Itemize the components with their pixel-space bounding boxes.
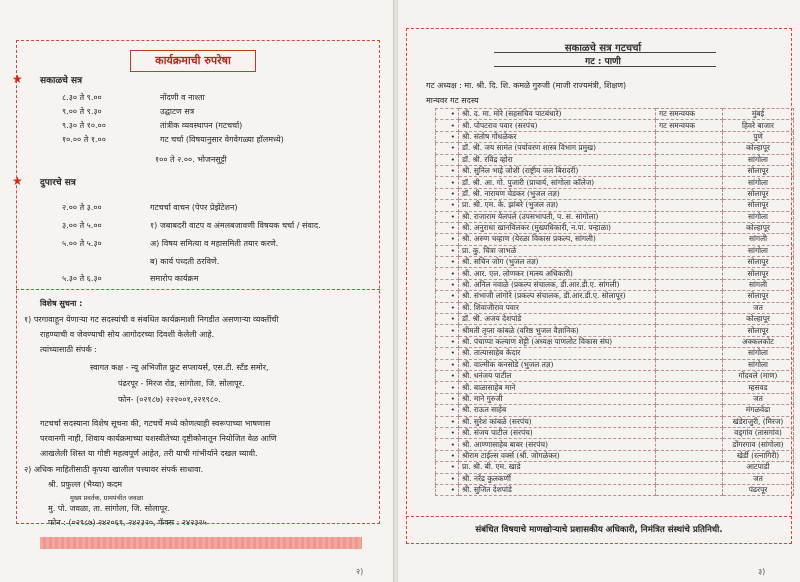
member-name: श्री. बाळासाहेब माने	[459, 382, 656, 393]
schedule-item: तांत्रीक व्यवस्थापन (गटचर्चा)	[160, 121, 243, 130]
member-place: गोंदवले (माण)	[723, 370, 794, 381]
member-role	[656, 291, 723, 302]
member-place: सोलापूर	[723, 188, 794, 199]
table-row	[436, 268, 794, 279]
contact-phone: फोन : (०२९८७) २४२०६१, २४२३२०, फॅक्स : २४२३२५	[48, 518, 207, 527]
bullet-icon: •	[436, 484, 459, 495]
member-name: श्री. माने गुरुजी	[459, 393, 656, 404]
member-place: सोलापूर	[723, 257, 794, 268]
notice-line: राहण्याची व जेवण्याची सोय आगोदरच्या दिवशी केलेली आहे.	[40, 330, 215, 339]
member-name: डॉ. श्री. आ. गो. पुजारी (प्राचार्य, सांगोला कॉलेज)	[459, 177, 656, 188]
member-role	[656, 314, 723, 325]
bullet-icon: •	[436, 200, 459, 211]
member-place: पुणे	[723, 131, 794, 142]
notice-line: १) परगावाहून येणाऱ्या गट सदस्यांची व संबधित कार्यक्रमाशी निगडीत असणाऱ्या व्यक्तींची	[24, 315, 279, 324]
member-name: श्री. राजाराम येलपले (उपसभापती, प. स. सांगोला)	[459, 211, 656, 222]
member-role	[656, 257, 723, 268]
table-row	[436, 222, 794, 233]
member-role	[656, 234, 723, 245]
member-name: श्री. सुजित देशपांडे	[459, 484, 656, 495]
member-role	[656, 302, 723, 313]
member-role	[656, 439, 723, 450]
member-role	[656, 462, 723, 473]
table-row	[436, 382, 794, 393]
member-place: हिवरे बाजार	[723, 120, 794, 131]
morning-session-title: सकाळचे सत्र	[40, 76, 83, 86]
table-row	[436, 416, 794, 427]
notice-title: विशेष सुचना :	[40, 299, 83, 308]
member-name: श्री. राऊत साहेब	[459, 405, 656, 416]
bullet-icon: •	[436, 439, 459, 450]
member-name: श्री. सचिन जोग (भुजल तज्ञ)	[459, 257, 656, 268]
lunch-break: १०० ते २.००. भोजनसुट्टी	[155, 155, 227, 164]
bullet-icon: •	[436, 462, 459, 473]
member-name: श्री. अरुण चव्हाण (येरळा विकास प्रकल्प, सांगली)	[459, 234, 656, 245]
member-place: सोलापूर	[723, 325, 794, 336]
member-name: प्रा. श्री. बी. एम. खाडे	[459, 462, 656, 473]
member-place: अक्कलकोट	[723, 336, 794, 347]
member-name: श्री. संजय पाटील (सरपंच)	[459, 427, 656, 438]
bullet-icon: •	[436, 473, 459, 484]
table-row	[436, 484, 794, 495]
member-name: डॉ. श्री. नारायण चेडकर (भुजल तज्ञ)	[459, 188, 656, 199]
member-role	[656, 427, 723, 438]
bullet-icon: •	[436, 302, 459, 313]
member-name: श्री. आर. एल. लोणकर (मत्स्य अधिकारी)	[459, 268, 656, 279]
member-place: सांगोला	[723, 359, 794, 370]
member-place: सोलापूर	[723, 268, 794, 279]
member-role	[656, 484, 723, 495]
member-role	[656, 336, 723, 347]
table-row	[436, 200, 794, 211]
table-row	[436, 165, 794, 176]
member-name: श्री. तात्यासाहेब केदार	[459, 348, 656, 359]
bullet-icon: •	[436, 370, 459, 381]
member-role	[656, 200, 723, 211]
bullet-icon: •	[436, 450, 459, 461]
member-role	[656, 405, 723, 416]
members-heading: मान्यवर गट सदस्य	[426, 96, 479, 105]
bullet-icon: •	[436, 348, 459, 359]
table-row	[436, 257, 794, 268]
table-row	[436, 131, 794, 142]
schedule-item: ब) कार्य पध्दती ठरविणे.	[150, 257, 220, 266]
member-role	[656, 245, 723, 256]
member-place: म्हसवड	[723, 382, 794, 393]
table-row	[436, 462, 794, 473]
bullet-icon: •	[436, 177, 459, 188]
member-role	[656, 279, 723, 290]
bullet-icon: •	[436, 120, 459, 131]
footer-note: संबंधित विषयाचे माणखोऱ्याचे प्रशासकीय अधिकारी, निमंत्रित संस्थांचे प्रतिनिधी.	[406, 516, 792, 545]
notice-line: गटचर्चा सदस्याना विशेष सूचना की, गटचर्चे मध्ये कोणत्याही स्वरूपाच्या भाषणास	[40, 419, 271, 428]
member-name: श्री. नरेंद्र कुलकर्णी	[459, 473, 656, 484]
table-row	[436, 188, 794, 199]
schedule-title: कार्यक्रमाची रुपरेषा	[130, 50, 256, 72]
contact-name: श्री. प्रफुल्ल (भैय्या) कदम	[48, 480, 123, 489]
member-name: श्री. पंचाप्पा कल्याण शेट्टी (अध्यक्ष पाणलोट विकास संघ)	[459, 336, 656, 347]
table-row	[436, 279, 794, 290]
member-name: श्री. संतोष गोंधळेकर	[459, 131, 656, 142]
member-place: डोंगरगाव (सांगोला)	[723, 439, 794, 450]
member-place: वड्गांव (तासगांव)	[723, 427, 794, 438]
member-role	[656, 268, 723, 279]
member-role	[656, 131, 723, 142]
bullet-icon: •	[436, 109, 459, 120]
bullet-icon: •	[436, 427, 459, 438]
notice-line: परवानगी नाही, शिवाय कार्यक्रमाच्या यशस्वीतेच्या दृष्टीकोनातून नियोजित वेळ आणि	[40, 434, 277, 443]
member-place: कोल्हापूर	[723, 143, 794, 154]
table-row	[436, 370, 794, 381]
member-name: श्री. सुनिल भाई जोशी (राष्ट्रीय जल बिरादरी)	[459, 165, 656, 176]
member-name: प्रा. कु. चित्रा जाभळे	[459, 245, 656, 256]
member-name: श्री. वाल्मीक कनसोडे (भुजल तज्ञ)	[459, 359, 656, 370]
schedule-item: १) जबाबदरी वाटप व अंमलबजावणी विषयक चर्चा / संवाद.	[150, 221, 321, 230]
bullet-icon: •	[436, 234, 459, 245]
schedule-item: अ) विषय समित्या व महासमिती तयार करणे.	[150, 239, 279, 248]
member-place: सोलापूर	[723, 200, 794, 211]
table-row	[436, 405, 794, 416]
member-name: डॉ. श्री. जय सामंत (पर्यावरण शास्त्र विभाग प्रमुख)	[459, 143, 656, 154]
member-role	[656, 450, 723, 461]
bullet-icon: •	[436, 393, 459, 404]
schedule-time: ५.०० ते ५.३०	[62, 239, 102, 248]
schedule-time: २.०० ते ३.००	[62, 203, 102, 212]
table-row	[436, 109, 794, 120]
schedule-time: १०.०० ते १.००	[62, 135, 106, 144]
schedule-time: ५.३० ते ६.३०	[62, 274, 102, 283]
table-row	[436, 348, 794, 359]
member-role	[656, 393, 723, 404]
member-place: पंढरपूर	[723, 484, 794, 495]
notice-line: त्यांच्यासाठी संपर्क :	[40, 345, 97, 354]
member-role	[656, 359, 723, 370]
table-row	[436, 359, 794, 370]
member-name: श्री. शिवाजीराव पवार	[459, 302, 656, 313]
session-title: सकाळचे सत्र गटचर्चा	[564, 43, 642, 54]
bullet-icon: •	[436, 279, 459, 290]
bullet-icon: •	[436, 359, 459, 370]
schedule-time: ९.०० ते ९.३०	[62, 107, 102, 116]
member-name: श्री. आण्णासाहेब बाबर (सरपंच)	[459, 439, 656, 450]
bullet-icon: •	[436, 291, 459, 302]
member-place: आटपाडी	[723, 462, 794, 473]
schedule-item: गटचर्चा वाचन (पेपर प्रेझेंटेशन)	[150, 203, 238, 212]
table-row	[436, 427, 794, 438]
schedule-item: नोंदणी व नाश्ता	[160, 93, 205, 102]
bullet-icon: •	[436, 382, 459, 393]
bullet-icon: •	[436, 131, 459, 142]
table-row	[436, 120, 794, 131]
member-place: कोल्हापूर	[723, 314, 794, 325]
bullet-icon: •	[436, 416, 459, 427]
table-row	[436, 439, 794, 450]
member-name: श्री. द. मा. मोरे (सहसचिव पाटबंधारे)	[459, 109, 656, 120]
bullet-icon: •	[436, 268, 459, 279]
right-page	[398, 0, 800, 582]
welcome-phone: फोन- (०२१८७) २२२००१,२२१९८०.	[118, 395, 221, 404]
bullet-icon: •	[436, 405, 459, 416]
divider	[16, 289, 380, 290]
member-place: कोल्हापूर	[723, 222, 794, 233]
bullet-icon: •	[436, 143, 459, 154]
member-place: खंडेराजुरी, (मिरज)	[723, 416, 794, 427]
member-role	[656, 382, 723, 393]
member-role	[656, 211, 723, 222]
table-row	[436, 245, 794, 256]
table-row	[436, 154, 794, 165]
star-icon: ★	[12, 72, 23, 86]
member-place: जत	[723, 302, 794, 313]
bullet-icon: •	[436, 245, 459, 256]
schedule-item: उद्घाटण सत्र	[160, 107, 195, 116]
member-place: सांगली	[723, 234, 794, 245]
decorative-band	[40, 537, 362, 549]
star-icon: ★	[12, 174, 23, 188]
member-name: प्रा. श्री. एम. के. झांबरे (भुजल तज्ञ)	[459, 200, 656, 211]
member-role	[656, 188, 723, 199]
notice-line: २) अधिक माहितीसाठी कृपया खालील पत्त्यावर संपर्क साधावा.	[24, 465, 204, 474]
member-name: श्रीराम टाईल्स वर्क्स (श्री. जोगळेकर)	[459, 450, 656, 461]
contact-role: मुख्य प्रवर्तक, ग्रामपंचीत जवळा	[70, 494, 144, 502]
member-role	[656, 416, 723, 427]
page-number: २)	[356, 567, 364, 576]
table-row	[436, 291, 794, 302]
table-row	[436, 177, 794, 188]
schedule-time: ८.३० ते ९.००	[62, 93, 102, 102]
member-place: सांगली	[723, 279, 794, 290]
table-row	[436, 450, 794, 461]
member-role	[656, 222, 723, 233]
member-place: खेर्डी (रत्नागिरी)	[723, 450, 794, 461]
member-name: श्री. संभाजी लांगोरे (प्रकल्प संचालक, डी.आर.डी.ए. सोलापूर)	[459, 291, 656, 302]
table-row	[436, 234, 794, 245]
member-place: सोलापूर	[723, 291, 794, 302]
table-row	[436, 314, 794, 325]
bullet-icon: •	[436, 165, 459, 176]
table-row	[436, 393, 794, 404]
group-chair: गट अध्यक्ष : मा. श्री. दि. शि. कमळे गुरुजी (माजी राज्यमंत्री, शिक्षण)	[426, 81, 627, 90]
member-role	[656, 154, 723, 165]
member-name: श्री. पोपटराव पवार (सरपंच)	[459, 120, 656, 131]
member-role	[656, 165, 723, 176]
member-name: डॉ. श्री. अजय देशपांडे	[459, 314, 656, 325]
member-role	[656, 348, 723, 359]
welcome-address: पंढरपूर - मिरज रोड, सांगोला, जि. सोलापूर.	[118, 379, 245, 388]
member-place: मंगळवेढा	[723, 405, 794, 416]
member-place: सांगोला	[723, 348, 794, 359]
member-name: श्री. अनिल नवाळे (प्रकल्प संचालक, डी.आर.डी.ए. सांगली)	[459, 279, 656, 290]
table-row	[436, 302, 794, 313]
title-underline	[494, 66, 716, 67]
bullet-icon: •	[436, 222, 459, 233]
schedule-item: समारोप कार्यक्रम	[150, 274, 199, 283]
left-page	[0, 0, 394, 582]
notice-line: आखलेली शिस्त या गोष्टी महत्वपूर्ण आहेत, तरी याची गांभीर्याने दखल घ्यावी.	[40, 449, 258, 458]
bullet-icon: •	[436, 314, 459, 325]
member-place: सांगोला	[723, 211, 794, 222]
member-name: श्रीमती तृप्ता कांबळे (वरिष्ठ भुजल वैज्ञानिक)	[459, 325, 656, 336]
schedule-item: गट चर्चा (विषयानुसार वेगवेगळ्या हॉलमध्ये)	[160, 135, 284, 144]
bullet-icon: •	[436, 257, 459, 268]
member-place: जत	[723, 473, 794, 484]
member-place: मुंबई	[723, 109, 794, 120]
schedule-time: ९.३० ते १०.००	[62, 121, 106, 130]
member-role	[656, 325, 723, 336]
member-name: श्री. अनुराधा खानविलकर (मुख्यधिकारी, न.पा. पन्हाळा)	[459, 222, 656, 233]
member-role	[656, 177, 723, 188]
bullet-icon: •	[436, 336, 459, 347]
member-place: सांगोला	[723, 177, 794, 188]
member-role	[656, 143, 723, 154]
member-role: गट समन्वयक	[656, 109, 723, 120]
schedule-time: ३.०० ते ५.००	[62, 221, 102, 230]
group-title: गट : पाणी	[585, 57, 621, 67]
bullet-icon: •	[436, 211, 459, 222]
table-row	[436, 211, 794, 222]
bullet-icon: •	[436, 325, 459, 336]
table-row	[436, 143, 794, 154]
title-underline	[494, 52, 716, 53]
members-table	[435, 108, 794, 496]
member-name: डॉ. श्री. रविंद्र व्होरा	[459, 154, 656, 165]
member-place: जत	[723, 393, 794, 404]
member-name: श्री. सुरेश कांबळे (सरपंच)	[459, 416, 656, 427]
page-number: ३)	[758, 567, 766, 576]
afternoon-session-title: दुपारचे सत्र	[40, 178, 76, 188]
bullet-icon: •	[436, 154, 459, 165]
table-row	[436, 473, 794, 484]
member-role: गट समन्वयक	[656, 120, 723, 131]
member-place: सांगोला	[723, 154, 794, 165]
member-role	[656, 370, 723, 381]
member-role	[656, 473, 723, 484]
member-name: श्री. धनंजय पाटील	[459, 370, 656, 381]
contact-address: मु. पो. जवळा, ता. सांगोला, जि. सोलापूर.	[48, 504, 170, 513]
table-row	[436, 336, 794, 347]
member-place: सांगोला	[723, 245, 794, 256]
bullet-icon: •	[436, 188, 459, 199]
member-place: सोलापूर	[723, 165, 794, 176]
welcome-address: स्वागत कक्ष - न्यू अभिजीत फ्रुट सप्लायर्स, एस.टी. स्टँड समोर,	[90, 363, 269, 372]
table-row	[436, 325, 794, 336]
